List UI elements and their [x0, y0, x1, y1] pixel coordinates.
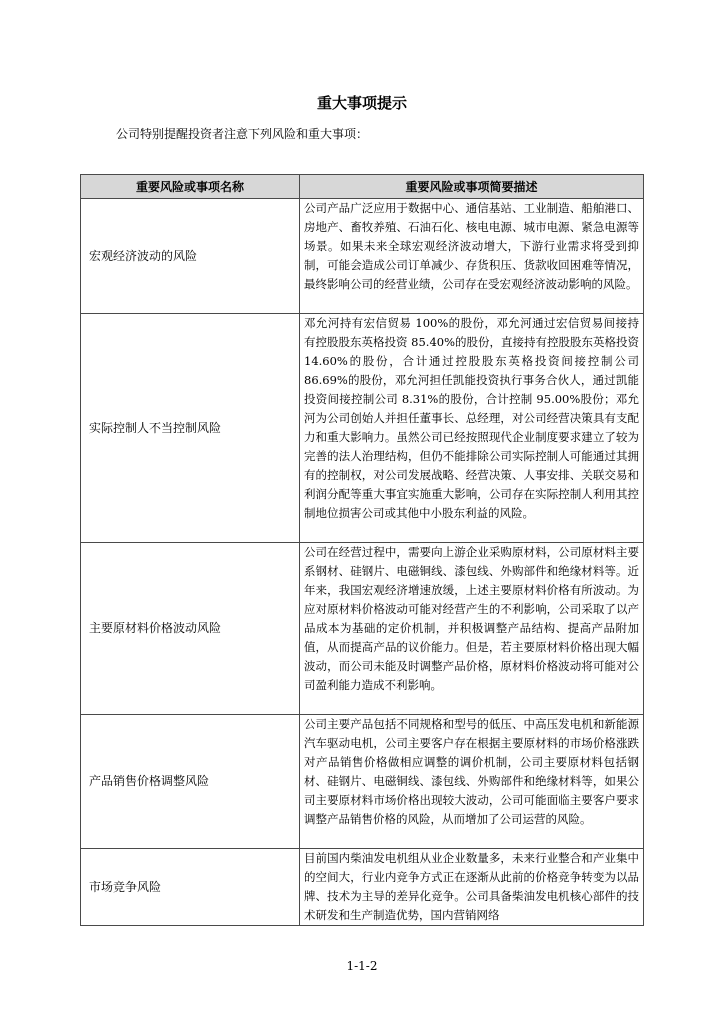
- risk-description-cell: [300, 314, 644, 543]
- risk-description: 公司产品广泛应用于数据中心、通信基站、工业制造、船舶港口、房地产、畜牧养殖、石油石化、核电电源、城市电源、紧急电源等场景。如果未来全球宏观经济波动增大，下游行业需求将受到抑制，可能会造成公司订单减少、存货积压、货款收回困难等情况，最终影响公司的经营业绩，公司存在受宏观经济波动影响的风险。: [304, 201, 639, 291]
- risk-name: 市场竞争风险: [81, 849, 300, 926]
- table-row: [81, 199, 644, 314]
- risk-name: 宏观经济波动的风险: [81, 199, 300, 314]
- risk-description-cell: [300, 849, 644, 926]
- intro-text: 公司特别提醒投资者注意下列风险和重大事项：: [116, 127, 369, 141]
- table-row: [81, 543, 644, 715]
- header-risk-description: 重要风险或事项简要描述: [300, 175, 644, 199]
- risk-description-cell: [300, 199, 644, 314]
- risk-description-cell: [300, 715, 644, 849]
- risk-name: 产品销售价格调整风险: [81, 715, 300, 849]
- risk-description: 邓允河持有宏信贸易 100%的股份，邓允河通过宏信贸易间接持有控股股东英格投资 85.40%的股份，直接持有控股股东英格投资 14.60%的股份，合计通过控股股东英格投资间接控制公司 86.69%的股份，邓允河担任凯能投资执行事务合伙人，通过凯能投资间接控制公司 8.31%的股份，合计控制 95.00%股份；邓允河为公司创始人并担任董事长、总经理，对公司经营决策具有支配力和重大影响力。虽然公司已经按照现代企业制度要求建立了较为完善的法人治理结构，但仍不能排除公司实际控制人可能通过其拥有的控制权，对公司发展战略、经营决策、人事安排、关联交易和利润分配等重大事宜实施重大影响，公司存在实际控制人利用其控制地位损害公司或其他中小股东利益的风险。: [304, 316, 639, 520]
- table-row: [81, 715, 644, 849]
- risk-description-cell: [300, 543, 644, 715]
- table-row: [81, 849, 644, 926]
- risk-description: 公司主要产品包括不同规格和型号的低压、中高压发电机和新能源汽车驱动电机，公司主要客户存在根据主要原材料的市场价格涨跌对产品销售价格做相应调整的调价机制，公司主要原材料包括钢材、硅钢片、电磁铜线、漆包线、外购部件和绝缘材料等，如果公司主要原材料市场价格出现较大波动，公司可能面临主要客户要求调整产品销售价格的风险，从而增加了公司运营的风险。: [304, 717, 639, 826]
- risk-name: 主要原材料价格波动风险: [81, 543, 300, 715]
- table-row: [81, 314, 644, 543]
- page-title: 重大事项提示: [316, 94, 407, 112]
- header-risk-name: 重要风险或事项名称: [81, 175, 300, 199]
- page-number: 1-1-2: [346, 959, 378, 973]
- risk-description: 目前国内柴油发电机组从业企业数量多，未来行业整合和产业集中的空间大，行业内竞争方式正在逐渐从此前的价格竞争转变为以品牌、技术为主导的差异化竞争。公司具备柴油发电机核心部件的技术研发和生产制造优势，国内营销网络: [304, 851, 639, 922]
- risk-table: [80, 174, 644, 926]
- risk-description: 公司在经营过程中，需要向上游企业采购原材料，公司原材料主要系钢材、硅钢片、电磁铜线、漆包线、外购部件和绝缘材料等。近年来，我国宏观经济增速放缓，上述主要原材料价格有所波动。为应对原材料价格波动可能对经营产生的不利影响，公司采取了以产品成本为基础的定价机制，并积极调整产品结构、提高产品附加值，从而提高产品的议价能力。但是，若主要原材料价格出现大幅波动，而公司未能及时调整产品价格，原材料价格波动将可能对公司盈利能力造成不利影响。: [304, 545, 639, 692]
- table-header-row: [81, 175, 644, 199]
- risk-name: 实际控制人不当控制风险: [81, 314, 300, 543]
